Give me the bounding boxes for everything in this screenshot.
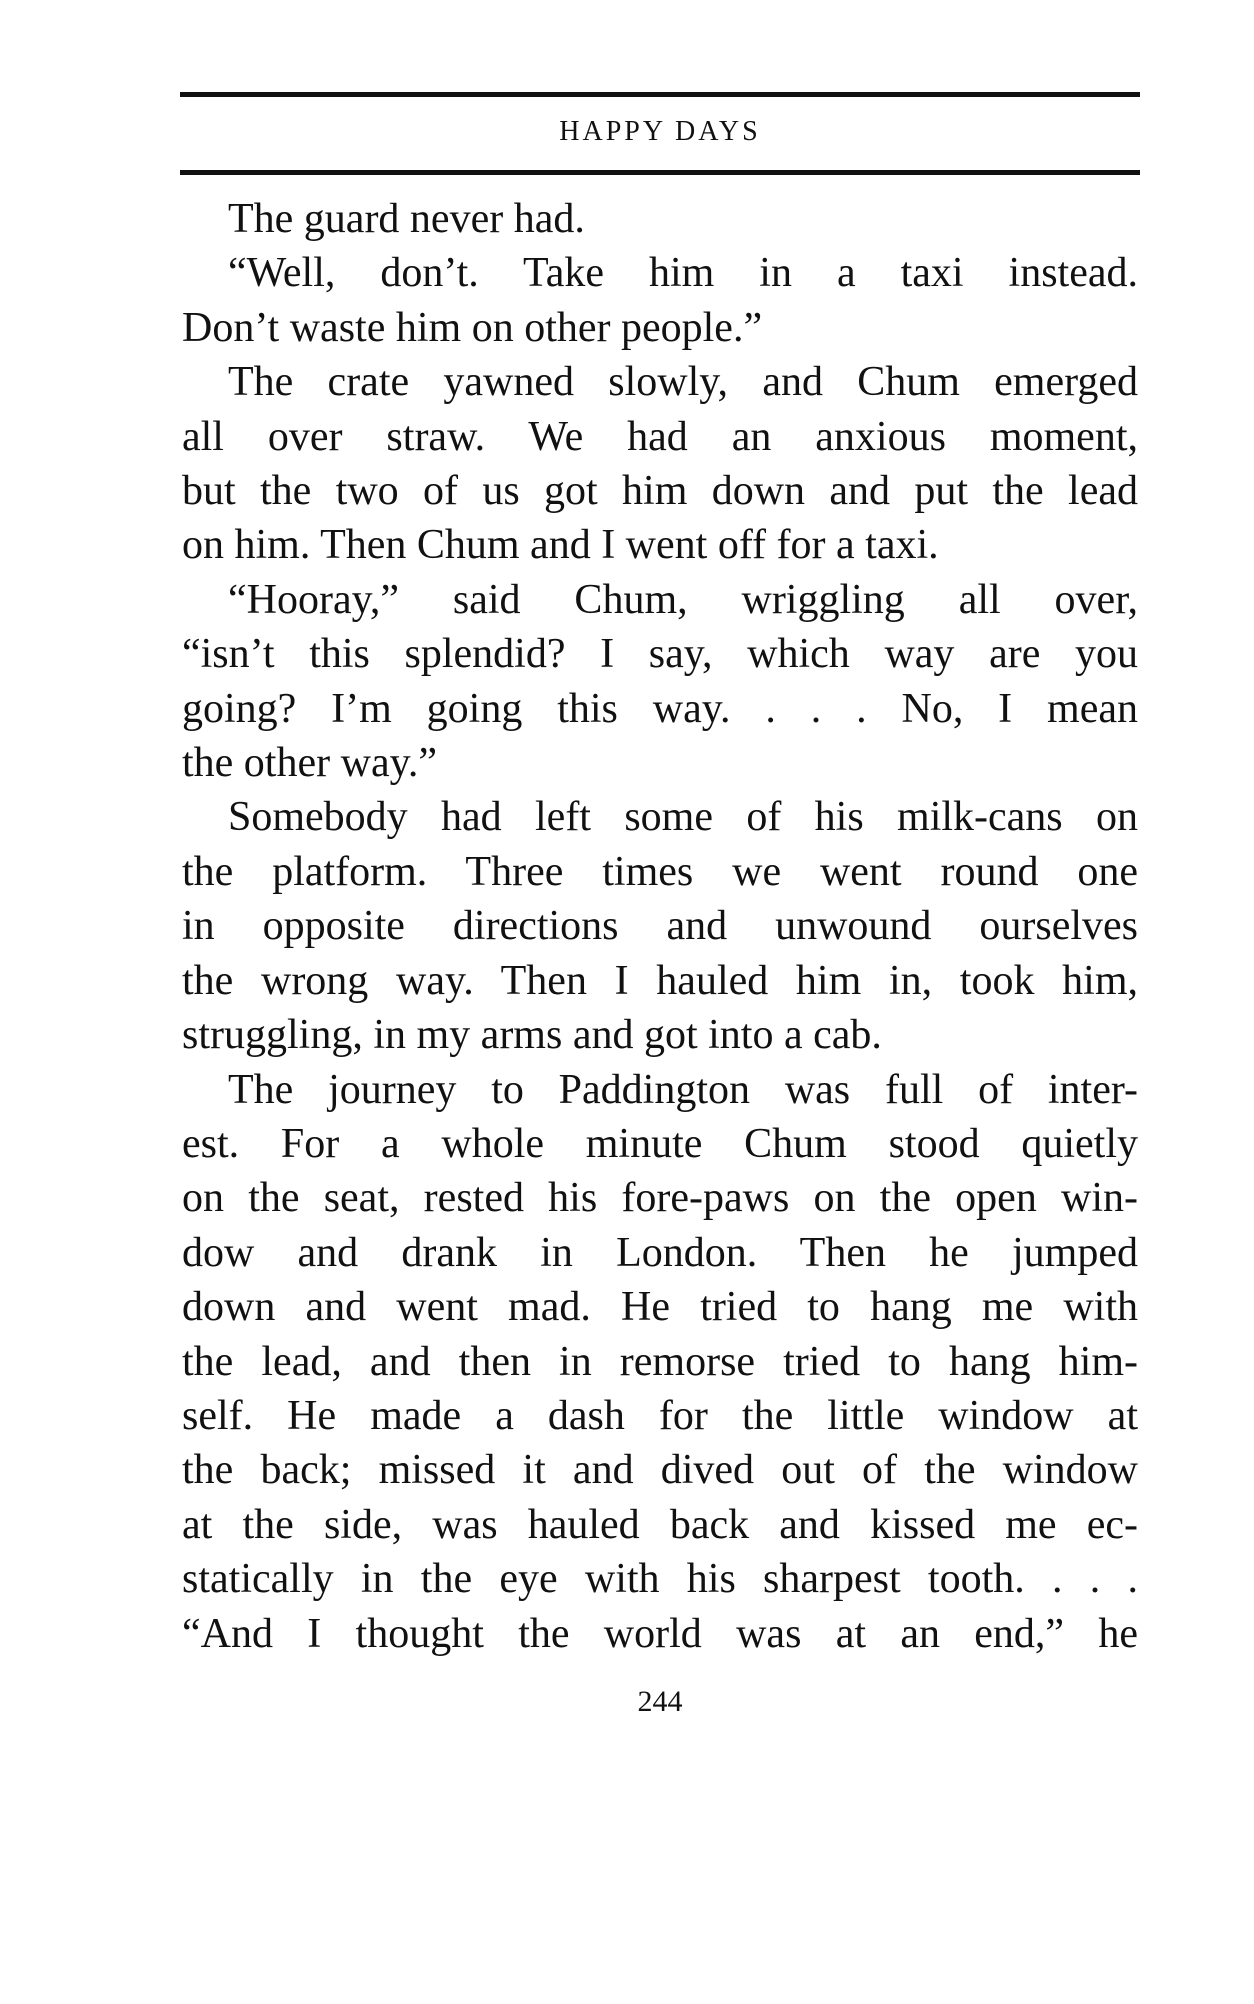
paragraph [182, 1063, 1138, 1661]
text-line: “Well, don’t. Take him in a taxi instead. [228, 250, 1138, 297]
text-line: the other way.” [182, 740, 437, 787]
text-line: dow and drank in London. Then he jumped [182, 1229, 1138, 1276]
paragraph [182, 355, 1138, 573]
body-text [182, 192, 1138, 1661]
header-rule-bottom [180, 170, 1140, 175]
text-line: at the side, was hauled back and kissed me ec- [182, 1501, 1138, 1548]
text-line: “Hooray,” said Chum, wriggling all over, [228, 576, 1138, 623]
text-line: Somebody had left some of his milk-cans on [228, 794, 1138, 841]
paragraph [182, 790, 1138, 1062]
text-line: the wrong way. Then I hauled him in, took him, [182, 957, 1138, 1004]
text-line: on him. Then Chum and I went off for a taxi. [182, 522, 939, 569]
text-line: “isn’t this splendid? I say, which way are you [182, 631, 1138, 678]
text-line: but the two of us got him down and put the lead [182, 468, 1138, 515]
text-line: the back; missed it and dived out of the window [182, 1447, 1138, 1494]
running-head: HAPPY DAYS [559, 116, 761, 147]
text-line: “And I thought the world was at an end,” he [182, 1610, 1138, 1657]
paragraph [182, 192, 1138, 246]
text-line: all over straw. We had an anxious moment, [182, 413, 1138, 460]
text-line: on the seat, rested his fore-paws on the open win- [182, 1175, 1138, 1222]
text-line: The crate yawned slowly, and Chum emerged [228, 359, 1138, 406]
text-line: The guard never had. [228, 196, 585, 242]
text-line: the lead, and then in remorse tried to hang him- [182, 1338, 1138, 1385]
text-line: Don’t waste him on other people.” [182, 304, 763, 351]
page-number: 244 [637, 1685, 683, 1718]
text-line: self. He made a dash for the little window at [182, 1392, 1138, 1439]
text-line: est. For a whole minute Chum stood quietly [182, 1120, 1138, 1167]
text-line: in opposite directions and unwound ourselves [182, 903, 1138, 950]
paragraph [182, 246, 1138, 355]
text-line: going? I’m going this way. . . . No, I mean [182, 685, 1138, 732]
paragraph [182, 573, 1138, 791]
text-line: statically in the eye with his sharpest tooth. . . . [182, 1556, 1138, 1603]
header-rule-top [180, 92, 1140, 97]
text-line: down and went mad. He tried to hang me with [182, 1284, 1138, 1331]
text-line: The journey to Paddington was full of inter- [228, 1066, 1138, 1113]
text-line: struggling, in my arms and got into a cab. [182, 1012, 882, 1059]
text-line: the platform. Three times we went round one [182, 848, 1138, 895]
